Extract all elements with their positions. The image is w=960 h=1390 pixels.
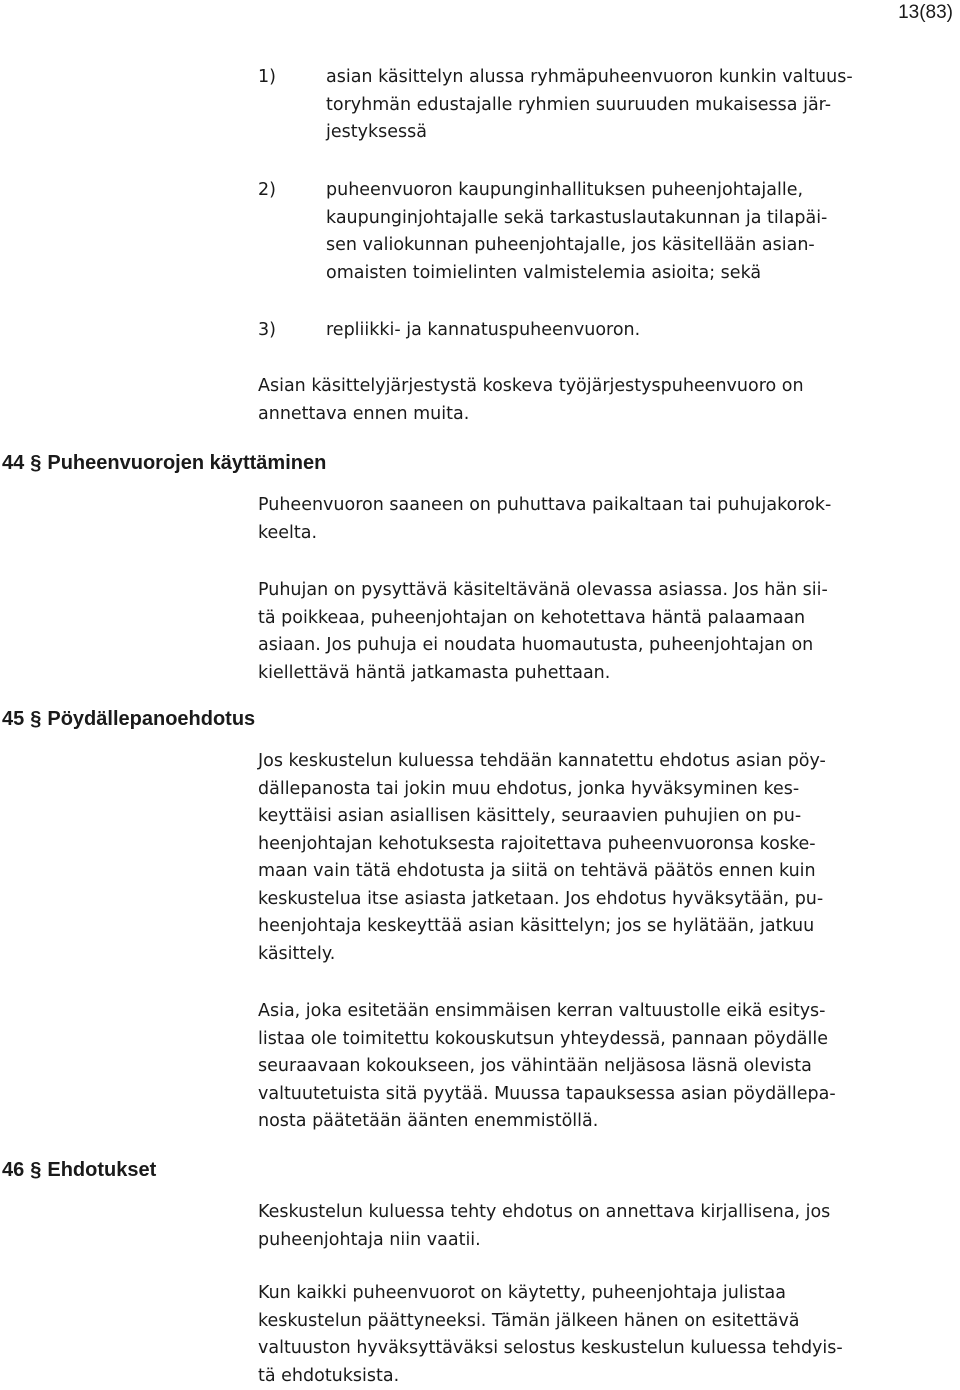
paragraph (258, 1199, 958, 1254)
paragraph-line: heenjohtaja keskeyttää asian käsittelyn; jos se hylätään, jatkuu (258, 913, 958, 941)
paragraph (258, 577, 958, 687)
paragraph-line: puheenjohtaja niin vaatii. (258, 1227, 958, 1255)
paragraph-line: heenjohtajan kehotuksesta rajoitettava puheenvuoronsa koske- (258, 831, 958, 859)
page-number: 13(83) (898, 2, 953, 24)
paragraph-line: Puhujan on pysyttävä käsiteltävänä olevassa asiassa. Jos hän sii- (258, 577, 958, 605)
paragraph-line: valtuutetuista sitä pyytää. Muussa tapauksessa asian pöydällepa- (258, 1081, 958, 1109)
paragraph-line: Asia, joka esitetään ensimmäisen kerran valtuustolle eikä esitys- (258, 998, 958, 1026)
list-item-number: 2) (258, 177, 276, 205)
section-sign-icon: § (30, 708, 41, 731)
section-number: 44 (2, 452, 24, 475)
paragraph-line: Asian käsittelyjärjestystä koskeva työjärjestyspuheenvuoro on (258, 373, 958, 401)
list-item-line: omaisten toimielinten valmistelemia asioita; sekä (326, 260, 946, 288)
section-number: 46 (2, 1159, 24, 1182)
paragraph-line: Jos keskustelun kuluessa tehdään kannatettu ehdotus asian pöy- (258, 748, 958, 776)
section-title: Ehdotukset (47, 1159, 156, 1182)
paragraph (258, 998, 958, 1136)
list-item-line: toryhmän edustajalle ryhmien suuruuden mukaisessa jär- (326, 92, 946, 120)
paragraph-line: keskustelun päättyneeksi. Tämän jälkeen hänen on esitettävä (258, 1308, 958, 1336)
paragraph (258, 373, 958, 428)
list-item-line: repliikki- ja kannatuspuheenvuoron. (326, 317, 946, 345)
section-heading-46 (2, 1159, 156, 1182)
paragraph-line: keyttäisi asian asiallisen käsittely, seuraavien puhujien on pu- (258, 803, 958, 831)
list-item-line: asian käsittelyn alussa ryhmäpuheenvuoron kunkin valtuus- (326, 64, 946, 92)
paragraph-line: listaa ole toimitettu kokouskutsun yhteydessä, pannaan pöydälle (258, 1026, 958, 1054)
list-item-line: puheenvuoron kaupunginhallituksen puheenjohtajalle, (326, 177, 946, 205)
section-title: Pöydällepanoehdotus (47, 708, 255, 731)
paragraph (258, 1280, 958, 1390)
paragraph-line: valtuuston hyväksyttäväksi selostus keskustelun kuluessa tehdyis- (258, 1335, 958, 1363)
section-heading-44 (2, 452, 326, 475)
paragraph-line: maan vain tätä ehdotusta ja siitä on tehtävä päätös ennen kuin (258, 858, 958, 886)
section-title: Puheenvuorojen käyttäminen (47, 452, 326, 475)
paragraph-line: dällepanosta tai jokin muu ehdotus, jonka hyväksyminen kes- (258, 776, 958, 804)
paragraph-line: Keskustelun kuluessa tehty ehdotus on annettava kirjallisena, jos (258, 1199, 958, 1227)
paragraph-line: Kun kaikki puheenvuorot on käytetty, puheenjohtaja julistaa (258, 1280, 958, 1308)
paragraph-line: Puheenvuoron saaneen on puhuttava paikaltaan tai puhujakorok- (258, 492, 958, 520)
section-heading-45 (2, 708, 255, 731)
paragraph-line: seuraavaan kokoukseen, jos vähintään neljäsosa läsnä olevista (258, 1053, 958, 1081)
paragraph-line: käsittely. (258, 941, 958, 969)
list-item-number: 1) (258, 64, 276, 92)
paragraph-line: asiaan. Jos puhuja ei noudata huomautusta, puheenjohtajan on (258, 632, 958, 660)
section-sign-icon: § (30, 452, 41, 475)
list-item-line: kaupunginjohtajalle sekä tarkastuslautakunnan ja tilapäi- (326, 205, 946, 233)
paragraph-line: annettava ennen muita. (258, 401, 958, 429)
paragraph (258, 492, 958, 547)
section-sign-icon: § (30, 1159, 41, 1182)
paragraph-line: tä poikkeaa, puheenjohtajan on kehotettava häntä palaamaan (258, 605, 958, 633)
list-item-line: jestyksessä (326, 119, 946, 147)
paragraph-line: kiellettävä häntä jatkamasta puhettaan. (258, 660, 958, 688)
paragraph-line: nosta päätetään äänten enemmistöllä. (258, 1108, 958, 1136)
paragraph-line: tä ehdotuksista. (258, 1363, 958, 1390)
paragraph-line: keelta. (258, 520, 958, 548)
paragraph-line: keskustelua itse asiasta jatketaan. Jos ehdotus hyväksytään, pu- (258, 886, 958, 914)
list-item-number: 3) (258, 317, 276, 345)
list-item-line: sen valiokunnan puheenjohtajalle, jos käsitellään asian- (326, 232, 946, 260)
paragraph (258, 748, 958, 968)
section-number: 45 (2, 708, 24, 731)
